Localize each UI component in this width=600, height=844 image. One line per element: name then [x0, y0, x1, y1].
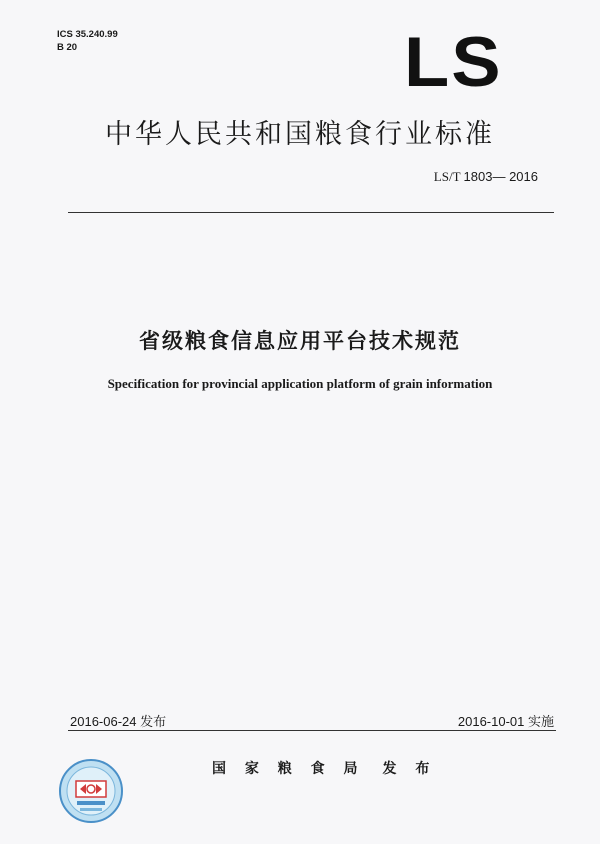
ics-code: ICS 35.240.99: [57, 29, 118, 40]
standard-code: [434, 169, 538, 185]
standard-code-number: 1803— 2016: [463, 169, 538, 184]
ccs-code: B 20: [57, 42, 78, 53]
issuing-authority: [212, 758, 436, 778]
implementation-date: 2016-10-01 实施: [457, 714, 554, 729]
document-title-chinese: 省级粮食信息应用平台技术规范: [139, 329, 461, 353]
document-title-english: Specification for provincial application platform of grain information: [107, 376, 493, 391]
classification-codes: [57, 28, 118, 54]
issue-date: 2016-06-24 发布: [70, 714, 167, 729]
anti-counterfeit-seal-icon: [58, 758, 124, 824]
standard-category-title: 中华人民共和国粮食行业标准: [105, 119, 495, 150]
issuer-action: 发 布: [382, 761, 437, 777]
ls-logo: LS: [404, 22, 503, 101]
bottom-divider: [68, 730, 556, 731]
top-divider: [68, 212, 554, 213]
issuer-name: 国 家 粮 食 局: [212, 761, 365, 777]
standard-code-prefix: LS/T: [433, 169, 461, 184]
